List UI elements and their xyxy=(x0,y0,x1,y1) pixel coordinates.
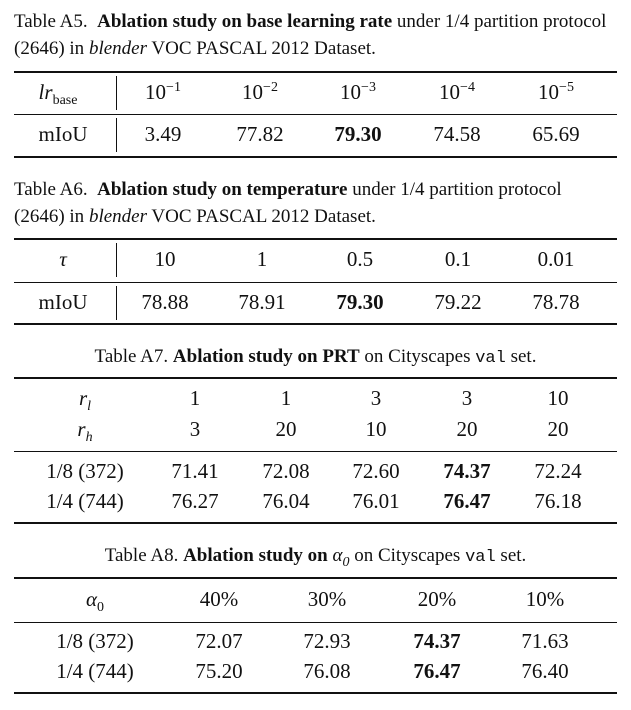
table-a7-cell: 72.60 xyxy=(352,459,400,483)
table-a7-cell-best: 76.47 xyxy=(443,489,491,513)
table-a5-row-label: mIoU xyxy=(38,122,88,146)
table-a7-rh-value: 3 xyxy=(189,417,201,441)
table-a8-cell: 75.20 xyxy=(195,659,243,683)
table-a7-rh-value: 10 xyxy=(365,417,387,441)
table-a7-cell: 76.27 xyxy=(171,489,219,513)
table-a5-header-value: $10^{-4}$ xyxy=(439,80,475,104)
table-a7-rl-label: $r_l$ xyxy=(78,386,92,415)
table-a5-header-value: $10^{-5}$ xyxy=(538,80,574,104)
table-a7-rl-value: 1 xyxy=(280,386,292,410)
table-a5-row-divider xyxy=(116,118,117,152)
table-a8-label: Table A8. xyxy=(104,545,179,566)
table-a8-cell-best: 76.47 xyxy=(413,659,461,683)
table-a7-row-label: 1/8 (372) xyxy=(46,459,124,483)
table-a5-header-value: $10^{-2}$ xyxy=(242,80,278,104)
table-a6-mid-rule xyxy=(14,282,617,283)
table-a8-cell-best: 74.37 xyxy=(413,629,461,653)
table-a8-row-label: 1/4 (744) xyxy=(56,659,134,683)
lr-symbol: lr xyxy=(38,80,53,104)
lr-subscript: base xyxy=(52,93,78,109)
table-a6-caption xyxy=(14,176,617,230)
table-a8-cell: 72.07 xyxy=(195,629,243,653)
table-a5-caption xyxy=(14,8,617,62)
table-a8-cell: 72.93 xyxy=(303,629,351,653)
table-a5-cell-best: 79.30 xyxy=(334,122,382,146)
table-a6-header-value: 10 xyxy=(154,247,176,271)
table-a8-caption-alpha: $\alpha_0$ xyxy=(332,545,350,570)
table-a6-caption-bold: Ablation study on temperature xyxy=(97,179,348,200)
table-a7-cell: 72.08 xyxy=(262,459,310,483)
table-a8-caption-bold: Ablation study on xyxy=(183,545,328,566)
table-a7-rl-value: 3 xyxy=(370,386,382,410)
table-a7-rl-value: 10 xyxy=(547,386,569,410)
table-a8-cell: 76.08 xyxy=(303,659,351,683)
table-a8-row-label: 1/8 (372) xyxy=(56,629,134,653)
table-a8-caption-end: set. xyxy=(500,545,527,566)
table-a6-top-rule xyxy=(14,238,617,240)
table-a7-rl-value: 3 xyxy=(461,386,473,410)
table-a6-caption-end: VOC PASCAL 2012 Dataset. xyxy=(151,206,376,227)
table-a6-label: Table A6. xyxy=(14,179,88,200)
table-a7-bottom-rule xyxy=(14,522,617,524)
table-a5-header-lr xyxy=(18,80,98,109)
table-a8-header-alpha: $\alpha_0$ xyxy=(85,587,105,616)
table-a5-cell: 74.58 xyxy=(433,122,481,146)
table-a6-header-tau: τ xyxy=(59,247,67,271)
table-a8-cell: 76.40 xyxy=(521,659,569,683)
table-a5-header-value: $10^{-3}$ xyxy=(340,80,376,104)
table-a6-header-value: 0.01 xyxy=(537,247,575,271)
table-a6-cell: 78.88 xyxy=(141,290,189,314)
table-a7-cell-best: 74.37 xyxy=(443,459,491,483)
table-a7-rh-value: 20 xyxy=(275,417,297,441)
table-a6-cell-best: 79.30 xyxy=(336,290,384,314)
table-a6-caption-italic: blender xyxy=(88,206,147,227)
table-a6-cell: 79.22 xyxy=(434,290,482,314)
table-a8-bottom-rule xyxy=(14,692,617,694)
table-a7-caption-bold: Ablation study on PRT xyxy=(172,346,360,367)
table-a8-caption-mid: on Cityscapes xyxy=(354,545,461,566)
table-a5-caption-end: VOC PASCAL 2012 Dataset. xyxy=(151,38,376,59)
table-a6-row-divider xyxy=(116,286,117,320)
table-a8-mid-rule xyxy=(14,622,617,623)
table-a5-cell: 77.82 xyxy=(236,122,284,146)
table-a8-header-value: 10% xyxy=(525,587,565,611)
table-a7-cell: 76.01 xyxy=(352,489,400,513)
table-a7-caption-end: set. xyxy=(510,346,537,367)
table-a5-caption-bold: Ablation study on base learning rate xyxy=(97,11,393,32)
table-a5-header-value: $10^{-1}$ xyxy=(145,80,181,104)
table-a6-cell: 78.91 xyxy=(238,290,286,314)
table-a8-header-value: 30% xyxy=(307,587,347,611)
table-a7-rh-value: 20 xyxy=(456,417,478,441)
table-a6-header-divider xyxy=(116,243,117,277)
table-a7-cell: 72.24 xyxy=(534,459,582,483)
table-a6-header-value: 1 xyxy=(256,247,268,271)
table-a6-bottom-rule xyxy=(14,323,617,325)
table-a8-cell: 71.63 xyxy=(521,629,569,653)
table-a7-cell: 76.18 xyxy=(534,489,582,513)
table-a7-rh-value: 20 xyxy=(547,417,569,441)
table-a5-cell: 65.69 xyxy=(532,122,580,146)
table-a8-header-value: 40% xyxy=(199,587,239,611)
table-a5-cell: 3.49 xyxy=(144,122,182,146)
table-a5-header-divider xyxy=(116,76,117,110)
table-a7-caption-mono: val xyxy=(475,349,506,368)
table-a7-cell: 71.41 xyxy=(171,459,219,483)
table-a7-row-label: 1/4 (744) xyxy=(46,489,124,513)
table-a5-mid-rule xyxy=(14,114,617,115)
table-a7-caption-mid: on Cityscapes xyxy=(364,346,471,367)
table-a8-top-rule xyxy=(14,577,617,579)
table-a7-cell: 76.04 xyxy=(262,489,310,513)
table-a5-bottom-rule xyxy=(14,156,617,158)
table-a6-header-value: 0.5 xyxy=(346,247,374,271)
table-a5-caption-italic: blender xyxy=(88,38,147,59)
table-a6-caption-mid: under 1/4 partition protocol (2646) in xyxy=(14,179,562,227)
table-a7-label: Table A7. xyxy=(94,346,169,367)
table-a7-top-rule xyxy=(14,377,617,379)
table-a7-rl-value: 1 xyxy=(189,386,201,410)
table-a5-top-rule xyxy=(14,71,617,73)
table-a6-row-label: mIoU xyxy=(38,290,88,314)
table-a5-caption-mid: under 1/4 partition protocol (2646) in xyxy=(14,11,607,59)
table-a7-caption xyxy=(14,343,617,372)
table-a7-mid-rule xyxy=(14,451,617,452)
table-a6-header-value: 0.1 xyxy=(444,247,472,271)
table-a5-label: Table A5. xyxy=(14,11,88,32)
table-a8-caption xyxy=(14,542,617,576)
table-a8-header-value: 20% xyxy=(417,587,457,611)
table-a7-rh-label: $r_h$ xyxy=(77,417,93,446)
table-a6-cell: 78.78 xyxy=(532,290,580,314)
table-a8-caption-mono: val xyxy=(465,548,496,567)
